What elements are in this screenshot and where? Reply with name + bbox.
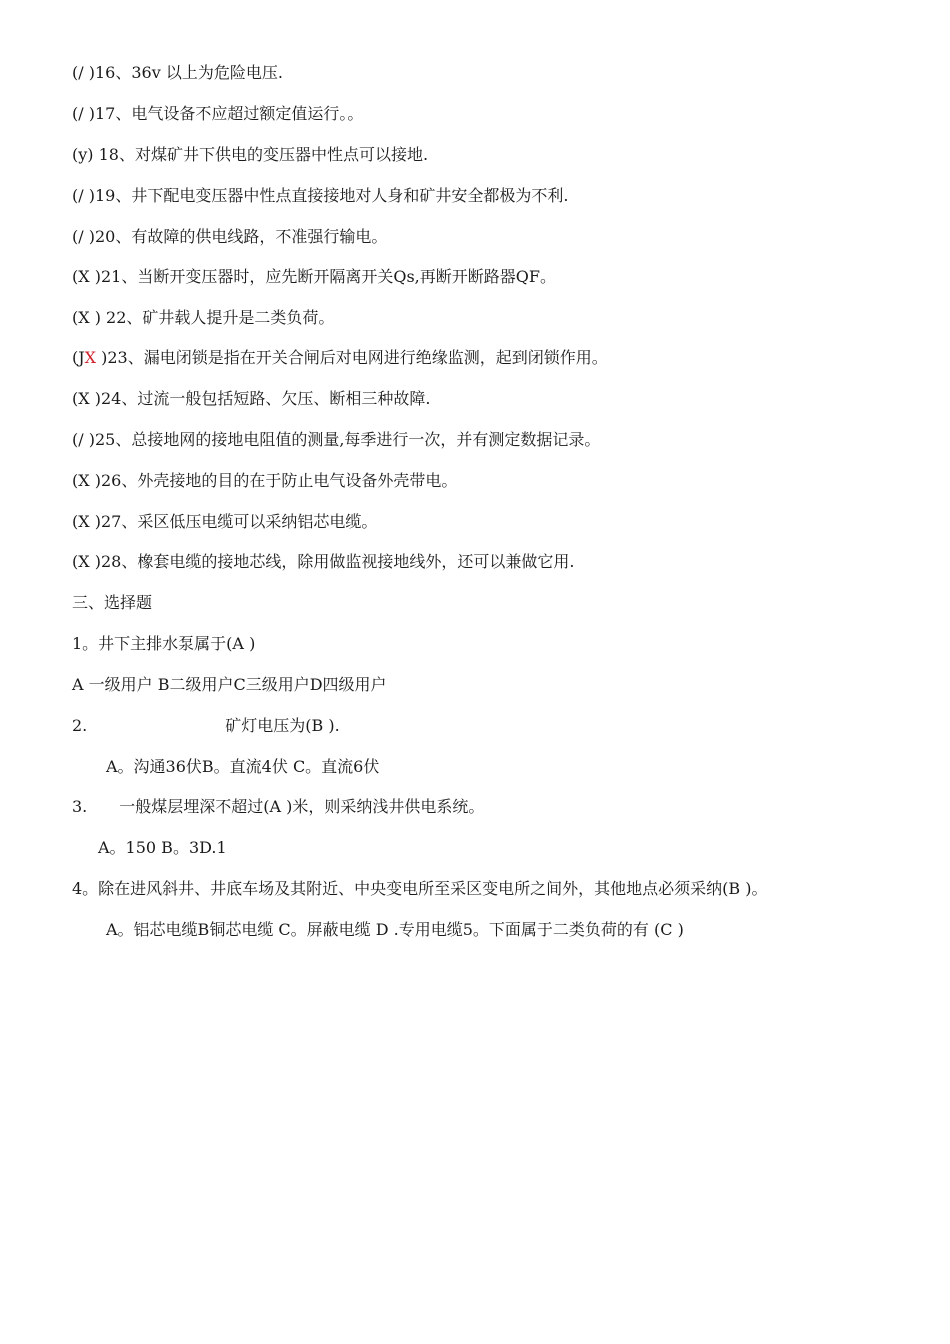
choice-question-1: 1。井下主排水泵属于(A ) <box>72 634 256 653</box>
question-text: 一般煤层埋深不超过(A )米，则采纳浅井供电系统。 <box>119 797 485 816</box>
statement-text: 18、对煤矿井下供电的变压器中性点可以接地. <box>98 145 429 164</box>
choice-options-4: A。铝芯电缆B铜芯电缆 C。屏蔽电缆 D .专用电缆5。下面属于二类负荷的有 (C ) <box>106 920 684 939</box>
choice-question-3 <box>72 797 484 817</box>
statement-text: 17、电气设备不应超过额定值运行。。 <box>94 104 364 123</box>
tf-item-26 <box>72 471 457 491</box>
answer-mark: (X ) <box>72 552 101 571</box>
answer-mark: (y) <box>72 145 99 164</box>
choice-question-2 <box>72 716 340 736</box>
answer-mark: (/ ) <box>72 227 95 246</box>
statement-text: 19、井下配电变压器中性点直接接地对人身和矿井安全都极为不利. <box>94 186 569 205</box>
question-text: 矿灯电压为(B ). <box>225 716 340 735</box>
answer-mark: (X ) <box>72 389 101 408</box>
answer-mark: (X ) <box>72 512 101 531</box>
tf-item-27 <box>72 512 377 532</box>
statement-text: 20、有故障的供电线路，不准强行输电。 <box>94 227 388 246</box>
statement-text: 25、总接地网的接地电阻值的测量,每季进行一次，并有测定数据记录。 <box>94 430 601 449</box>
statement-text: 23、漏电闭锁是指在开关合闸后对电网进行绝缘监测，起到闭锁作用。 <box>107 348 608 367</box>
choice-options-3: A。150 B。3D.1 <box>98 838 227 857</box>
statement-text: 26、外壳接地的目的在于防止电气设备外壳带电。 <box>100 471 458 490</box>
answer-mark-prefix: (J <box>72 348 85 367</box>
answer-mark: (/ ) <box>72 186 95 205</box>
choice-question-4: 4。除在进风斜井、井底车场及其附近、中央变电所至采区变电所之间外，其他地点必须采纳(B )。 <box>72 879 768 898</box>
answer-mark-suffix: ) <box>96 348 108 367</box>
answer-mark: (X ) <box>72 267 101 286</box>
answer-mark-red: X <box>84 348 97 367</box>
choice-options-1: A 一级用户 B二级用户C三级用户D四级用户 <box>72 675 387 694</box>
tf-item-18 <box>72 145 428 165</box>
statement-text: 24、过流一般包括短路、欠压、断相三种故障. <box>100 389 431 408</box>
answer-mark: (X ) <box>72 471 101 490</box>
statement-text: 16、36v 以上为危险电压. <box>94 63 283 82</box>
tf-item-25 <box>72 430 600 450</box>
question-number: 2. <box>72 716 88 735</box>
choice-options-2: A。沟通36伏B。直流4伏 C。直流6伏 <box>106 757 380 776</box>
tf-item-21 <box>72 267 556 287</box>
answer-mark: (/ ) <box>72 63 95 82</box>
tf-item-28 <box>72 552 574 572</box>
tf-item-16 <box>72 63 283 83</box>
tf-item-23 <box>72 348 608 368</box>
question-number: 3. <box>72 797 88 816</box>
answer-mark: (/ ) <box>72 104 95 123</box>
answer-mark: (/ ) <box>72 430 95 449</box>
statement-text: 22、矿井载人提升是二类负荷。 <box>106 308 335 327</box>
tf-item-22 <box>72 308 334 328</box>
tf-item-19 <box>72 186 568 206</box>
answer-mark: (X ) <box>72 308 107 327</box>
tf-item-20 <box>72 227 387 247</box>
tf-item-24 <box>72 389 430 409</box>
statement-text: 28、橡套电缆的接地芯线，除用做监视接地线外，还可以兼做它用. <box>100 552 575 571</box>
tf-item-17 <box>72 104 363 124</box>
statement-text: 21、当断开变压器时，应先断开隔离开关Qs,再断开断路器QF。 <box>100 267 556 286</box>
statement-text: 27、采区低压电缆可以采纳铝芯电缆。 <box>100 512 378 531</box>
section-title: 三、选择题 <box>72 593 153 612</box>
